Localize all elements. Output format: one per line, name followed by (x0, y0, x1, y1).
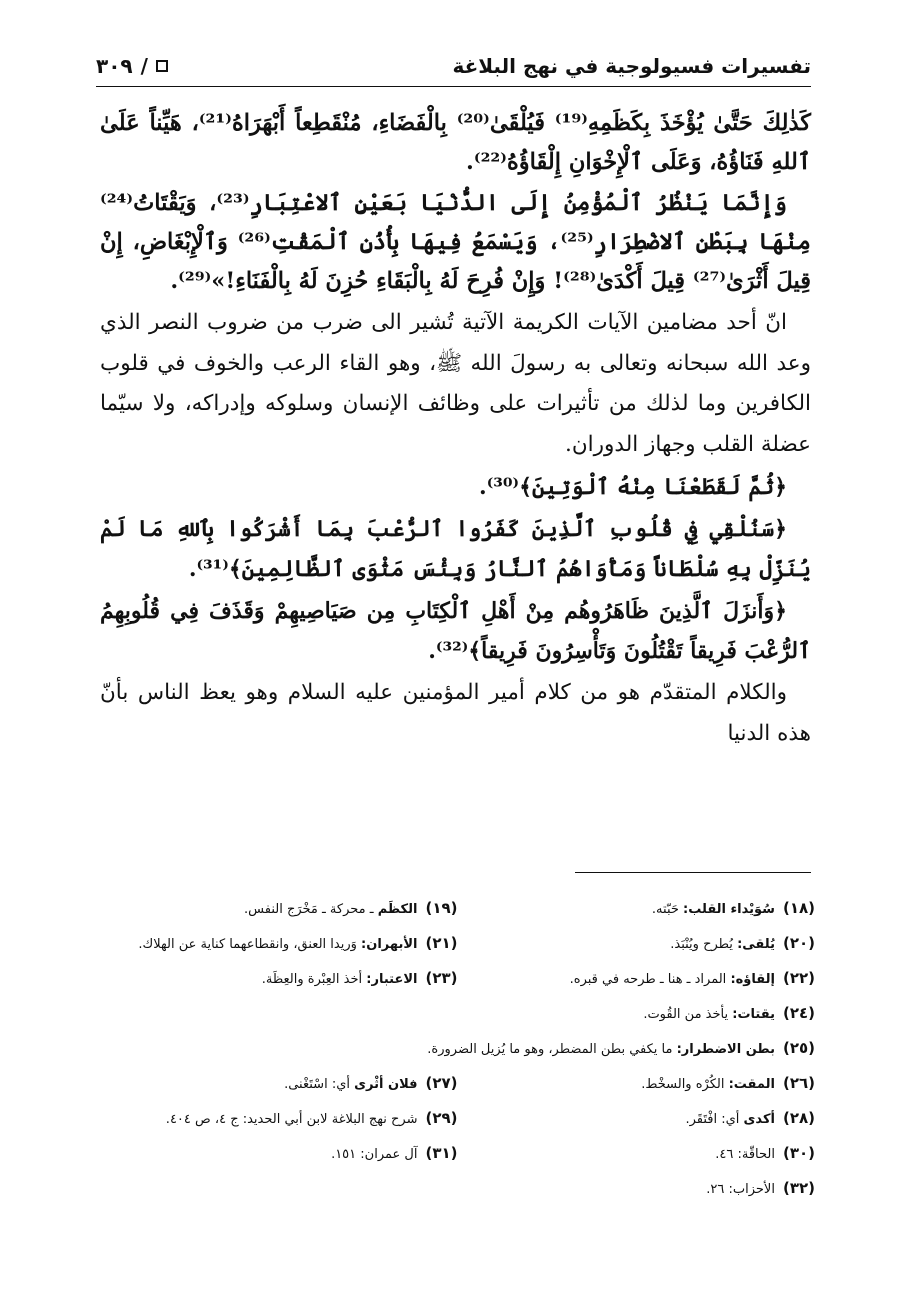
footnote-text: أخذ العِبْرة والعِظَة. (261, 971, 363, 987)
footnote-20 (458, 934, 816, 952)
footnote-term: إلقاؤه: (730, 971, 775, 987)
page-number: ٣٠٩ (96, 54, 133, 78)
footnote-text: أي: اسْتَغْنى. (284, 1076, 350, 1092)
footnote-text: حَبّته. (651, 901, 679, 917)
footnote-text: ـ محركة ـ مَخْرَج النفس. (244, 901, 374, 917)
footnote-row (100, 1100, 815, 1135)
footnote-divider (575, 872, 811, 873)
footnote-text: الحاقّة: ٤٦. (715, 1146, 775, 1162)
footnote-23 (100, 969, 458, 987)
footnote-term: الاعتبار: (366, 971, 418, 987)
footnote-27 (100, 1074, 458, 1092)
footnote-24 (100, 1004, 815, 1022)
running-header (96, 46, 811, 87)
footnote-number: (٢٥) (782, 1038, 815, 1057)
footnote-19 (100, 899, 458, 917)
footnote-term: أكدى (743, 1111, 775, 1127)
footnote-number: (٢٩) (425, 1108, 458, 1127)
footnote-number: (٢٨) (782, 1108, 815, 1127)
footnote-number: (٣٠) (782, 1143, 815, 1162)
footnotes (100, 890, 815, 1205)
page-number-block (96, 54, 168, 78)
footnote-term: المقت: (728, 1076, 775, 1092)
footnote-21 (100, 934, 458, 952)
prose-paragraph-1: انّ أحد مضامين الآيات الكريمة الآتية تُشير الى ضرب من ضروب النصر الذي وعد الله سبحانه وتعالى به رسولَ الله ﷺ، وهو القاء الرعب والخوف في قلوب الكافرين وما لذلك من تأثيرات على وظائف الإنسان وسلوكه وإدراكه، ولا سيّما عضلة القلب وجهاز الدوران. (100, 310, 811, 457)
footnote-text: أي: افْتَقَر. (685, 1111, 740, 1127)
footnote-text: الأحزاب: ٢٦. (706, 1181, 775, 1197)
footnote-text: المراد ـ هنا ـ طرحه في قبره. (569, 971, 727, 987)
square-ornament-icon (156, 60, 168, 72)
book-title: تفسيرات فسيولوجية في نهج البلاغة (452, 54, 811, 78)
footnote-number: (٢٣) (425, 968, 458, 987)
footnote-text: الكُرْه والسخْط. (641, 1076, 725, 1092)
footnote-number: (٣١) (425, 1143, 458, 1162)
footnote-row (100, 995, 815, 1030)
footnote-term: الكظَم (377, 901, 418, 917)
main-text (100, 104, 811, 756)
footnote-number: (٣٢) (782, 1178, 815, 1197)
footnote-term: سُوَيْداء القلب: (683, 901, 775, 917)
footnote-number: (٢٤) (782, 1003, 815, 1022)
prose-paragraph-2: والكلام المتقدّم هو من كلام أمير المؤمنين عليه السلام وهو يعظ الناس بأنّ هذه الدنيا (100, 680, 811, 746)
footnote-number: (١٨) (782, 898, 815, 917)
hadith-paragraph-1: كَذٰلِكَ حَتَّىٰ يُؤْخَذَ بِكَظَمِهِ⁽¹⁹⁾ فَيُلْقَىٰ⁽²⁰⁾ بِالْفَضَاءِ، مُنْقَطِعاً أَبْهَرَاهُ⁽²¹⁾، هَيِّناً عَلَىٰ ٱللهِ فَنَاؤُهُ، وَعَلَى ٱلْإِخْوَانِ إِلْقَاؤُهُ⁽²²⁾. (100, 110, 811, 175)
footnote-text: وَريدا العنق، وانقطاعهما كناية عن الهلاك. (138, 936, 357, 952)
footnote-number: (٢٧) (425, 1073, 458, 1092)
footnote-row (100, 960, 815, 995)
footnote-text: يأخذ من القُوت. (643, 1006, 729, 1022)
footnote-number: (٢٦) (782, 1073, 815, 1092)
quran-verse-3: ﴿وَأَنزَلَ ٱلَّذِينَ ظَاهَرُوهُم مِنْ أَهْلِ ٱلْكِتَابِ مِن صَيَاصِيهِمْ وَقَذَفَ فِي قُلُوبِهِمُ ٱلرُّعْبَ فَرِيقاً تَقْتُلُونَ وَتَأْسِرُونَ فَرِيقاً﴾⁽³²⁾. (100, 598, 811, 664)
footnote-22 (458, 969, 816, 987)
footnote-term: الأبهران: (361, 936, 418, 952)
hadith-paragraph-2: وَإِنَّمَا يَنْظُرُ ٱلْمُؤْمِنُ إِلَى الدُّنْيَا بَعَيْنِ ٱلاعْتِبَارِ⁽²³⁾، وَيَقْتَاتُ⁽²⁴⁾ مِنْهَا بِبَطْنِ ٱلاضْطِرَارِ⁽²⁵⁾، وَيَسْمَعُ فِيهَا بِأُذُنِ ٱلْمَقْتِ⁽²⁶⁾ وَٱلْإِبْغَاضِ، إِنْ قِيلَ أَثْرَىٰ⁽²⁷⁾ قِيلَ أَكْدَىٰ⁽²⁸⁾! وَإِنْ فُرِحَ لَهُ بِالْبَقَاءِ حُزِنَ لَهُ بِالْفَنَاءِ!»⁽²⁹⁾. (100, 190, 811, 294)
page-separator: / (140, 54, 148, 78)
footnote-text: ما يكفي بطن المضطر، وهو ما يُزيل الضرورة. (427, 1041, 673, 1057)
footnote-number: (٢١) (425, 933, 458, 952)
footnote-row (100, 1170, 815, 1205)
footnote-25 (100, 1039, 815, 1057)
footnote-row (100, 1030, 815, 1065)
footnote-number: (٢٢) (782, 968, 815, 987)
footnote-term: يقتات: (732, 1006, 775, 1022)
footnote-31 (100, 1144, 458, 1162)
footnote-row (100, 890, 815, 925)
footnote-term: فلان أثْرى (354, 1076, 418, 1092)
quran-verse-1: ﴿ثُمَّ لَقَطَعْنَا مِنْهُ ٱلْوَتِينَ﴾⁽³⁰⁾. (479, 474, 787, 500)
footnote-text: يُطرح ويُنْبَذ. (670, 936, 733, 952)
footnote-row (100, 1135, 815, 1170)
footnote-term: بطن الاضطرار: (676, 1041, 775, 1057)
footnote-number: (٢٠) (782, 933, 815, 952)
footnote-number: (١٩) (425, 898, 458, 917)
footnote-30 (458, 1144, 816, 1162)
footnote-term: يُلقى: (737, 936, 775, 952)
quran-verse-2: ﴿سَنُلْقِي فِي قُلُوبِ ٱلَّذِينَ كَفَرُوا ٱلرُّعْبَ بِمَا أَشْرَكُوا بِٱللهِ مَا لَمْ يُنَزِّلْ بِهِ سُلْطَاناً وَمَأْوَاهُمُ ٱلنَّارُ وَبِئْسَ مَثْوَى ٱلظَّالِمِينَ﴾⁽³¹⁾. (100, 516, 811, 582)
footnote-text: آل عمران: ١٥١. (331, 1146, 418, 1162)
footnote-row (100, 1065, 815, 1100)
footnote-29 (100, 1109, 458, 1127)
footnote-32 (100, 1179, 815, 1197)
footnote-26 (458, 1074, 816, 1092)
footnote-18 (458, 899, 816, 917)
footnote-28 (458, 1109, 816, 1127)
footnote-row (100, 925, 815, 960)
footnote-text: شرح نهج البلاغة لابن أبي الحديد: ج ٤، ص ٤٠٤. (165, 1111, 418, 1127)
